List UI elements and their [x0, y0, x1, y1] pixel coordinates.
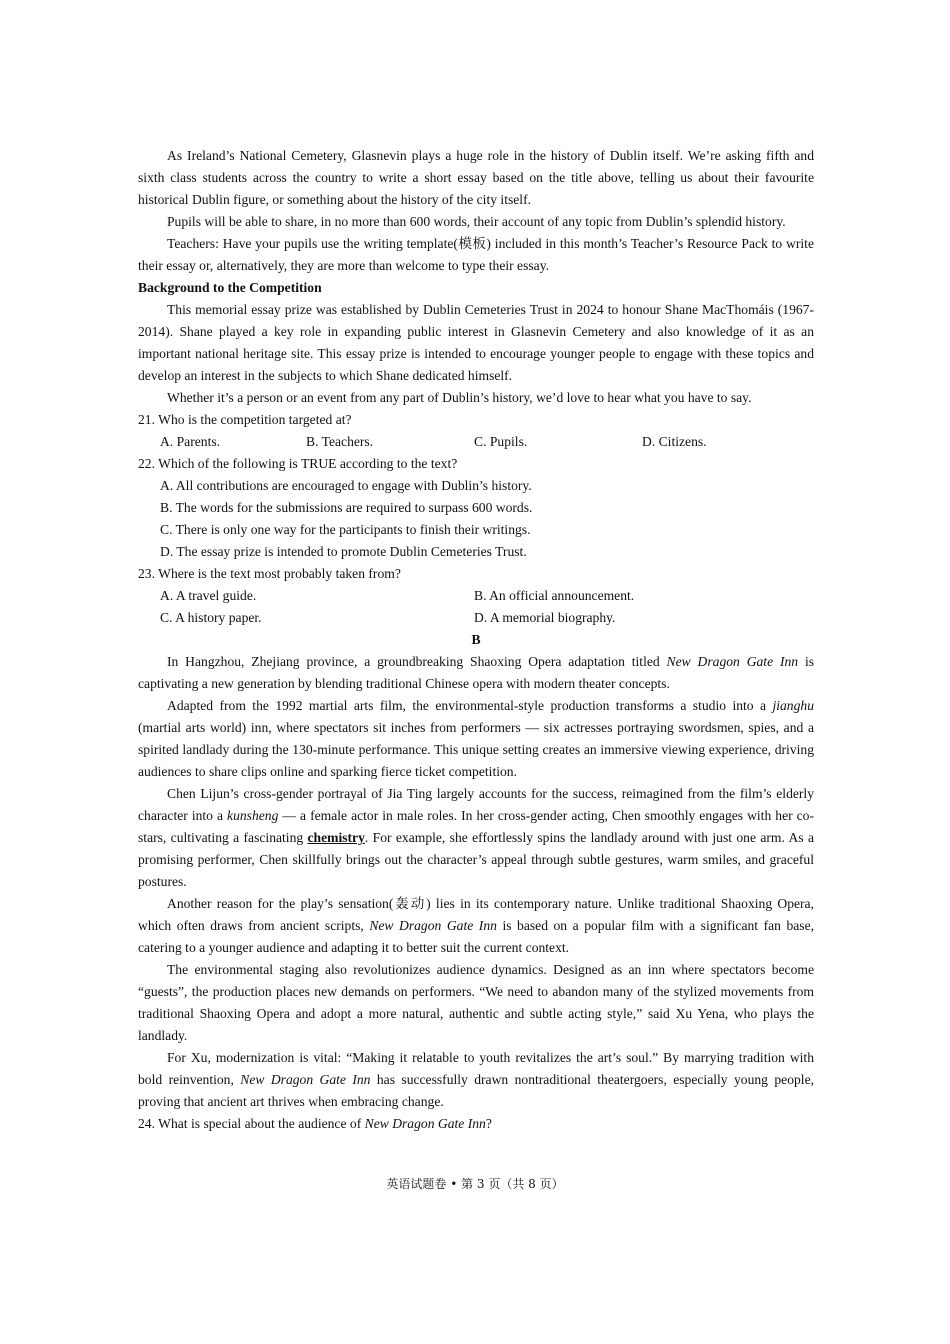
passage-b-label: B: [471, 632, 481, 647]
q21-option-c: C. Pupils.: [474, 434, 528, 449]
passage-a-paragraph-3: Teachers: Have your pupils use the writing template(模板) included in this month’s Teacher’s Resource Pack to write their essay or, alternatively, they are more than welcome to type their essay.: [138, 236, 814, 273]
q23-option-a: A. A travel guide.: [160, 588, 257, 603]
passage-a-paragraph-4: This memorial essay prize was established by Dublin Cemeteries Trust in 2024 to honour Shane MacThomáis (1967-2014). Shane played a key role in expanding public interest in Glasnevin Cemetery and also knowledge of it as an important national heritage site. This essay prize is intended to encourage younger people to engage with these topics and develop an interest in the subjects to which Shane dedicated himself.: [138, 302, 814, 383]
passage-a-paragraph-1: As Ireland’s National Cemetery, Glasnevin plays a huge role in the history of Dublin itself. We’re asking fifth and sixth class students across the country to write a short essay based on the title above, telling us about their favourite historical Dublin figure, or something about the history of the city itself.: [138, 148, 814, 207]
q22-option-a: A. All contributions are encouraged to engage with Dublin’s history.: [160, 478, 532, 493]
question-24-stem: 24. What is special about the audience of New Dragon Gate Inn?: [138, 1116, 492, 1131]
term-italic: jianghu: [772, 698, 814, 713]
question-23-options-row-2: [138, 607, 814, 629]
q21-option-d: D. Citizens.: [642, 434, 707, 449]
passage-a-paragraph-5: Whether it’s a person or an event from any part of Dublin’s history, we’d love to hear what you have to say.: [167, 390, 752, 405]
q23-option-c: C. A history paper.: [160, 610, 262, 625]
question-23-stem: 23. Where is the text most probably taken from?: [138, 566, 401, 581]
passage-b-paragraph-5: The environmental staging also revolutionizes audience dynamics. Designed as an inn where spectators become “guests”, the production places new demands on performers. “We need to abandon many of the stylized movements from traditional Shaoxing Opera and adopt a more natural, authentic and subtle acting style,” said Xu Yena, who plays the landlady.: [138, 962, 814, 1043]
q22-option-c: C. There is only one way for the participants to finish their writings.: [160, 522, 531, 537]
term-italic: kunsheng: [227, 808, 279, 823]
q21-option-a: A. Parents.: [160, 434, 221, 449]
passage-b-paragraph-3: Chen Lijun’s cross-gender portrayal of Jia Ting largely accounts for the success, reimagined from the film’s elderly character into a kunsheng — a female actor in male roles. In her cross-gender acting, Chen smoothly engages with her co-stars, cultivating a fascinating chemistry. For example, she effortlessly spins the landlady around with just one arm. As a promising performer, Chen skillfully brings out the character’s appeal through subtle gestures, warm smiles, and graceful postures.: [138, 786, 815, 889]
passage-b-paragraph-1: In Hangzhou, Zhejiang province, a groundbreaking Shaoxing Opera adaptation titled New Dragon Gate Inn is captivating a new generation by blending traditional Chinese opera with modern theater concepts.: [138, 654, 815, 691]
title-italic: New Dragon Gate Inn: [369, 918, 497, 933]
passage-b-paragraph-6: For Xu, modernization is vital: “Making it relatable to youth revitalizes the art’s soul.” By marrying tradition with bold reinvention, New Dragon Gate Inn has successfully drawn nontraditional theatergoers, especially young people, proving that ancient art thrives when embracing change.: [138, 1050, 814, 1109]
title-italic: New Dragon Gate Inn: [240, 1072, 371, 1087]
page-content: [138, 145, 814, 1135]
section-heading: Background to the Competition: [138, 280, 322, 295]
q22-option-b: B. The words for the submissions are required to surpass 600 words.: [160, 500, 533, 515]
q21-option-b: B. Teachers.: [306, 434, 374, 449]
question-22-stem: 22. Which of the following is TRUE according to the text?: [138, 456, 458, 471]
passage-b-paragraph-4: Another reason for the play’s sensation(轰动) lies in its contemporary nature. Unlike traditional Shaoxing Opera, which often draws from ancient scripts, New Dragon Gate Inn is based on a popular film with a significant fan base, catering to a younger audience and adapting it to better suit the current context.: [138, 896, 815, 955]
question-21-stem: 21. Who is the competition targeted at?: [138, 412, 352, 427]
underlined-word: chemistry: [307, 830, 365, 845]
q22-option-d: D. The essay prize is intended to promote Dublin Cemeteries Trust.: [160, 544, 527, 559]
passage-b-paragraph-2: Adapted from the 1992 martial arts film, the environmental-style production transforms a studio into a jianghu (martial arts world) inn, where spectators sit inches from performers — six actresses portraying swordsmen, spies, and a spirited landlady during the 130-minute performance. This unique setting creates an immersive viewing experience, driving audiences to share clips online and sparking fierce ticket competition.: [138, 698, 814, 779]
passage-a-paragraph-2: Pupils will be able to share, in no more than 600 words, their account of any topic from Dublin’s splendid history.: [167, 214, 786, 229]
question-23-options-row-1: [138, 585, 814, 607]
page-footer: 英语试题卷 • 第 3 页（共 8 页）: [386, 1177, 564, 1191]
q23-option-b: B. An official announcement.: [474, 588, 635, 603]
question-21-options: [138, 431, 814, 453]
title-italic: New Dragon Gate Inn: [666, 654, 799, 669]
q23-option-d: D. A memorial biography.: [474, 610, 616, 625]
